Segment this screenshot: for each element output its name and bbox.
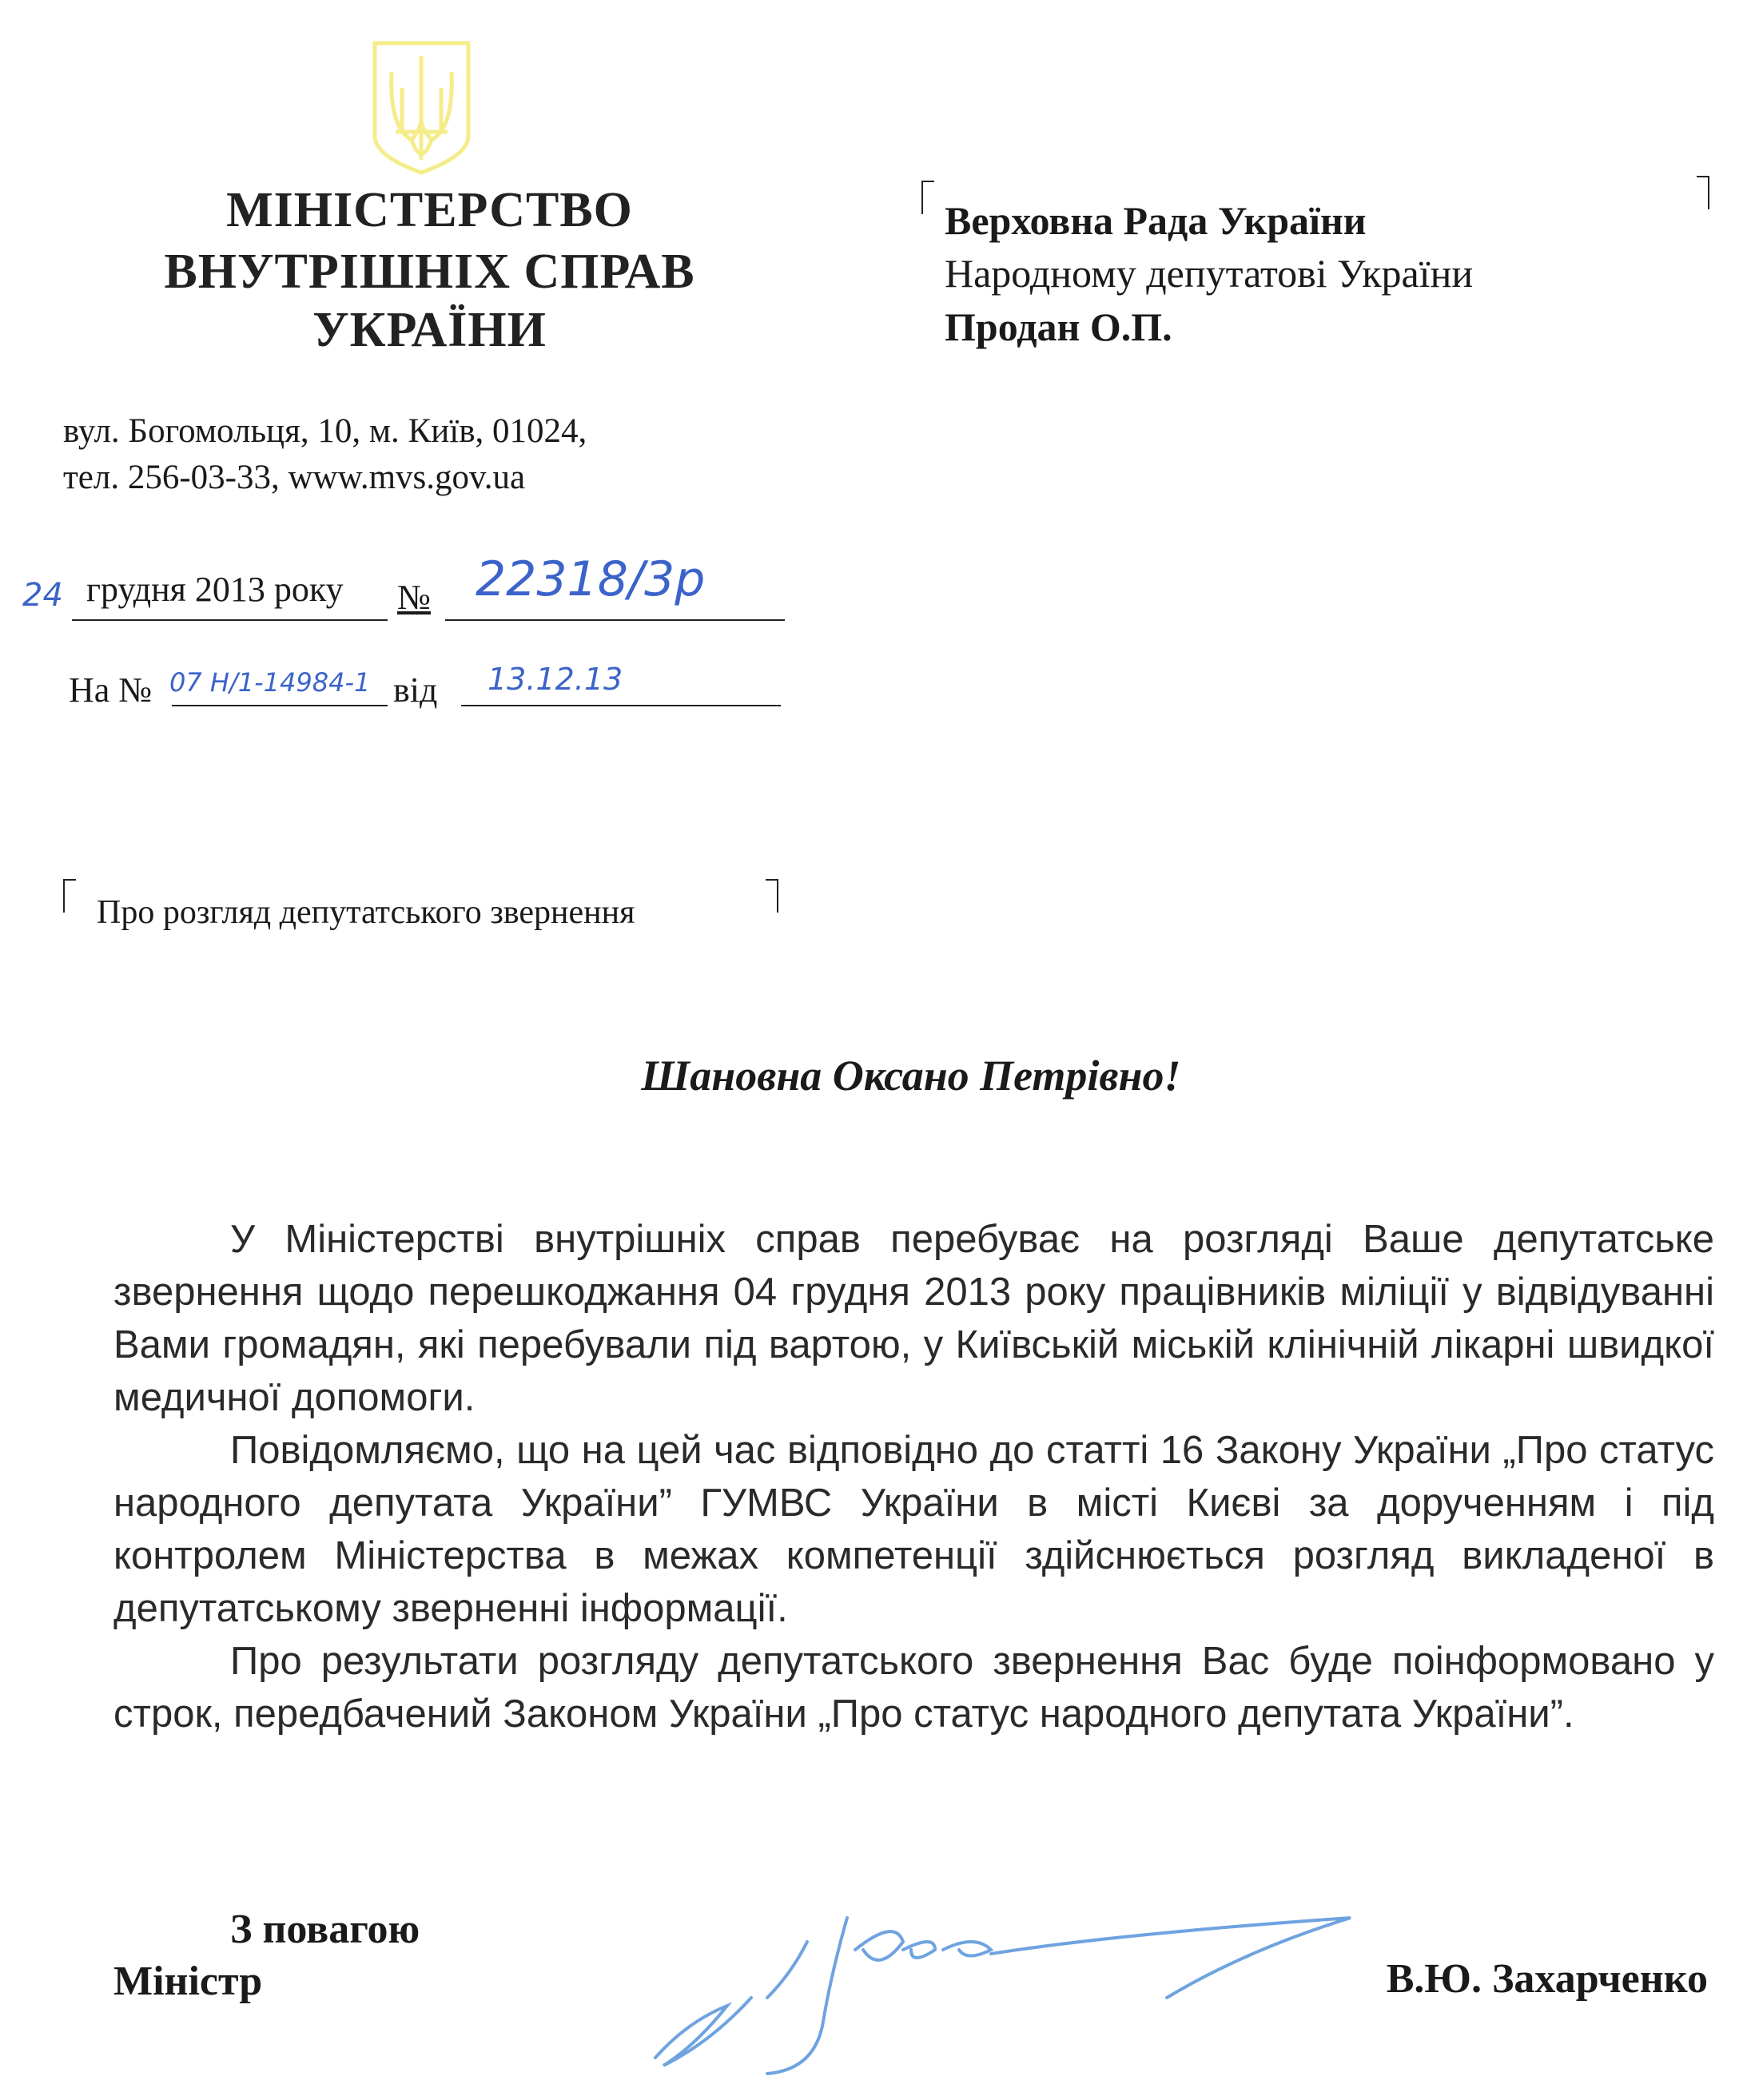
ref-label: На № bbox=[69, 670, 153, 710]
date-underline bbox=[72, 619, 388, 621]
recipient-bracket-right bbox=[1697, 176, 1709, 209]
ref-number-underline bbox=[172, 705, 388, 706]
ministry-name-line2: ВНУТРІШНІХ СПРАВ bbox=[164, 245, 695, 299]
signatory-position: Міністр bbox=[113, 1959, 263, 2004]
body-paragraph: Повідомляємо, що на цей час відповідно до статті 16 Закону України „Про статус народного депутата України” ГУМВС України в місті Києві за дорученням і під контролем Міністерства в межах компетенції здійснюється розгляд викладеної в депутатському зверненні інформації. bbox=[113, 1429, 1714, 1630]
handwritten-ref-date: 13.12.13 bbox=[488, 662, 623, 697]
number-underline bbox=[445, 619, 785, 621]
handwritten-day: 24 bbox=[22, 577, 63, 614]
ministry-name-line1: МІНІСТЕРСТВО bbox=[226, 183, 633, 237]
recipient-name: Продан О.П. bbox=[945, 304, 1172, 349]
body-paragraph: Про результати розгляду депутатського звернення Вас буде поінформовано у строк, передбачений Законом України „Про статус народного депутата України”. bbox=[113, 1640, 1714, 1736]
contact-line: тел. 256-03-33, www.mvs.gov.ua bbox=[63, 459, 526, 496]
subject-bracket-right bbox=[766, 879, 778, 913]
from-label: від bbox=[393, 670, 438, 710]
ministry-name-line3: УКРАЇНИ bbox=[312, 303, 547, 357]
subject-line: Про розгляд депутатського звернення bbox=[97, 894, 635, 931]
body-paragraph: У Міністерстві внутрішніх справ перебуває на розгляді Ваше депутатське звернення щодо перешкоджання 04 грудня 2013 року працівників міліції у відвідуванні Вами громадян, які перебували під вартою, у Київській міській клінічній лікарні швидкої медичної допомоги. bbox=[113, 1218, 1714, 1419]
handwritten-ref-number: 07 H/1-14984-1 bbox=[169, 667, 371, 698]
ref-date-underline bbox=[461, 705, 781, 706]
recipient-organization: Верховна Рада України bbox=[945, 198, 1367, 243]
date-text: грудня 2013 року bbox=[86, 570, 344, 609]
closing-regards: З повагою bbox=[230, 1907, 420, 1952]
salutation: Шановна Оксано Петрівно! bbox=[641, 1052, 1181, 1100]
address-line: вул. Богомольця, 10, м. Київ, 01024, bbox=[63, 412, 587, 450]
number-label: № bbox=[397, 578, 431, 617]
signatory-name: В.Ю. Захарченко bbox=[1386, 1956, 1708, 2002]
subject-bracket-left bbox=[63, 879, 76, 913]
handwritten-number: 22318/3р bbox=[476, 551, 706, 607]
letter-body bbox=[113, 1213, 1714, 1740]
recipient-bracket-left bbox=[921, 181, 934, 214]
signature bbox=[639, 1886, 1359, 2078]
recipient-title: Народному депутатові України bbox=[945, 251, 1474, 296]
coat-of-arms-icon bbox=[372, 40, 472, 176]
